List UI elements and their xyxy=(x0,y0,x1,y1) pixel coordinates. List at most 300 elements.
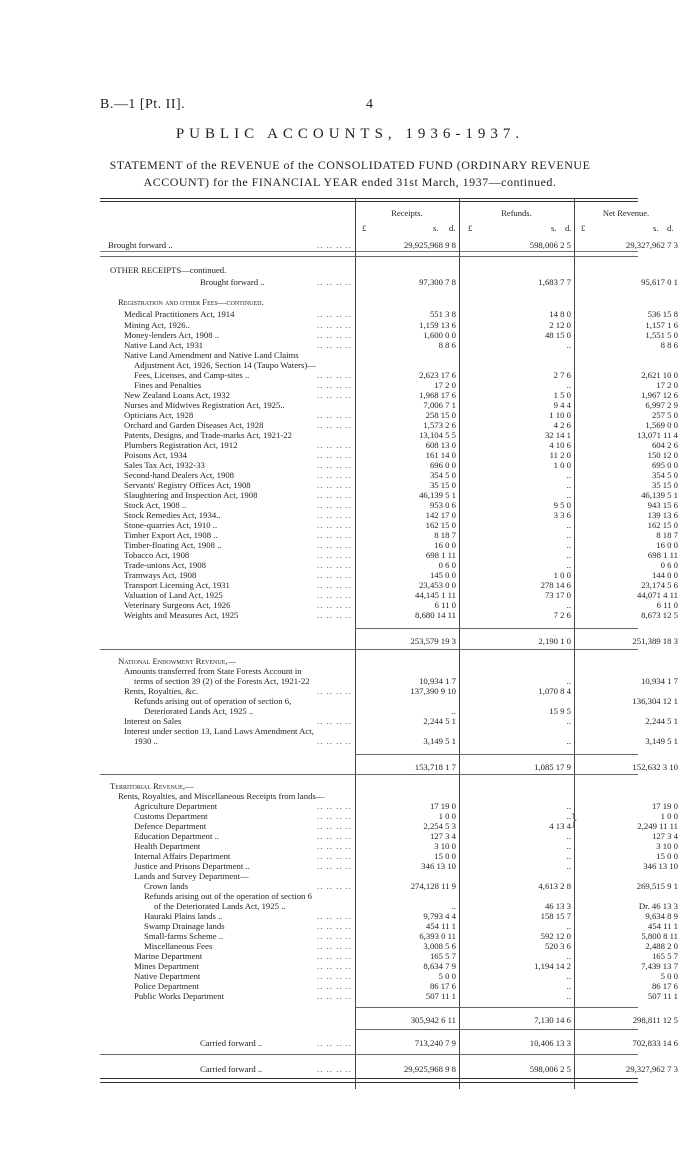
table-row xyxy=(100,991,678,1001)
receipts-value: 29,925,968 9 8 xyxy=(403,240,456,250)
row-description: Public Works Department xyxy=(134,991,224,1001)
dot-leader: .. .. .. .. xyxy=(317,380,352,390)
refunds-value: .. xyxy=(566,801,571,811)
net-revenue-value: 2,488 2 0 xyxy=(645,941,678,951)
refunds-value: 1 0 0 xyxy=(553,570,571,580)
table-row xyxy=(100,590,678,600)
refunds-value: 4 13 4 xyxy=(549,821,571,831)
refunds-value: 48 15 0 xyxy=(544,330,571,340)
receipts-shilling-unit: s. xyxy=(433,223,439,233)
row-description: Stock Remedies Act, 1934.. xyxy=(124,510,221,520)
row-description: Justice and Prisons Department .. xyxy=(134,861,250,871)
net-revenue-value: 136,304 12 1 xyxy=(632,696,678,706)
refunds-value: 520 3 6 xyxy=(544,941,571,951)
table-row xyxy=(100,656,638,666)
table-row xyxy=(100,716,678,726)
table-row xyxy=(100,420,678,430)
row-description: Money-lenders Act, 1908 .. xyxy=(124,330,220,340)
receipts-value: 35 15 0 xyxy=(429,480,456,490)
net-revenue-value: 346 13 10 xyxy=(643,861,678,871)
refunds-value: 1,194 14 2 xyxy=(534,961,571,971)
refunds-value: 1 10 0 xyxy=(549,410,571,420)
refunds-value: .. xyxy=(566,991,571,1001)
table-row xyxy=(100,636,678,646)
table-row xyxy=(100,530,678,540)
receipts-value: 5 0 0 xyxy=(438,971,456,981)
row-description: Stock Act, 1908 .. xyxy=(124,500,187,510)
refunds-value: .. xyxy=(566,540,571,550)
receipts-value: 698 1 11 xyxy=(425,550,456,560)
receipts-value: 354 5 0 xyxy=(429,470,456,480)
receipts-pence-unit: d. xyxy=(449,223,456,233)
table-row xyxy=(100,951,678,961)
refunds-value: .. xyxy=(566,736,571,746)
row-description: Nurses and Midwives Registration Act, 1925.. xyxy=(124,400,285,410)
row-description: Hauraki Plains lands .. xyxy=(144,911,223,921)
receipts-value: 15 0 0 xyxy=(434,851,456,861)
row-description: Veterinary Surgeons Act, 1926 xyxy=(124,600,231,610)
refunds-value: 1,085 17 9 xyxy=(534,762,571,772)
net-revenue-value: 1,569 0 0 xyxy=(645,420,678,430)
net-revenue-value: 698 1 11 xyxy=(647,550,678,560)
row-description: of the Deteriorated Lands Act, 1925 .. xyxy=(154,901,286,911)
row-description: Slaughtering and Inspection Act, 1908 xyxy=(124,490,258,500)
net-revenue-value: 354 5 0 xyxy=(651,470,678,480)
rule xyxy=(100,1054,638,1055)
row-description: Mines Department xyxy=(134,961,199,971)
dot-leader: .. .. .. .. xyxy=(317,600,352,610)
refunds-value: .. xyxy=(566,470,571,480)
row-description: 1930 .. xyxy=(134,736,158,746)
dot-leader: .. .. .. .. xyxy=(317,420,352,430)
table-row xyxy=(100,370,678,380)
dot-leader: .. .. .. .. xyxy=(317,961,352,971)
dot-leader: .. .. .. .. xyxy=(317,941,352,951)
dot-leader: .. .. .. .. xyxy=(317,811,352,821)
receipts-pound-unit: £ xyxy=(362,223,367,233)
row-description: Health Department xyxy=(134,841,201,851)
subtotal-rule xyxy=(355,1007,638,1008)
row-description: Stone-quarries Act, 1910 .. xyxy=(124,520,218,530)
net-revenue-value: 2,244 5 1 xyxy=(645,716,678,726)
dot-leader: .. .. .. .. xyxy=(317,1038,352,1048)
dot-leader: .. .. .. .. xyxy=(317,550,352,560)
row-description: Interest under section 13, Land Laws Amendment Act, xyxy=(124,726,314,736)
receipts-value: 127 3 4 xyxy=(429,831,456,841)
net-revenue-value: 2,249 11 11 xyxy=(637,821,678,831)
dot-leader: .. .. .. .. xyxy=(317,480,352,490)
row-description: Orchard and Garden Diseases Act, 1928 xyxy=(124,420,264,430)
row-description: Poisons Act, 1934 xyxy=(124,450,187,460)
table-row xyxy=(100,510,678,520)
net-revenue-value: 162 15 0 xyxy=(647,520,678,530)
table-row xyxy=(100,1064,678,1074)
net-revenue-value: 2,621 10 0 xyxy=(641,370,678,380)
row-description: Second-hand Dealers Act, 1908 xyxy=(124,470,235,480)
receipts-value: 7,006 7 1 xyxy=(423,400,456,410)
refunds-value: 7 2 6 xyxy=(553,610,571,620)
table-row xyxy=(100,981,678,991)
table-row xyxy=(100,726,638,736)
rule xyxy=(100,774,638,775)
refunds-value: .. xyxy=(566,951,571,961)
receipts-value: 29,925,968 9 8 xyxy=(403,1064,456,1074)
subtotal-rule xyxy=(355,754,638,755)
table-row xyxy=(100,400,678,410)
statement-title-line-2: ACCOUNT) for the FINANCIAL YEAR ended 31st March, 1937—continued. xyxy=(143,175,557,189)
table-row xyxy=(100,801,678,811)
refunds-value: .. xyxy=(566,550,571,560)
receipts-value: 10,934 1 7 xyxy=(419,676,456,686)
net-revenue-value: 269,515 9 1 xyxy=(636,881,678,891)
table-row xyxy=(100,470,678,480)
table-row xyxy=(100,831,678,841)
refunds-value: .. xyxy=(566,380,571,390)
row-description: Marine Department xyxy=(134,951,203,961)
table-row xyxy=(100,971,678,981)
dot-leader: .. .. .. .. xyxy=(317,309,352,319)
row-description: Rents, Royalties, &c. xyxy=(124,686,199,696)
dot-leader: .. .. .. .. xyxy=(317,821,352,831)
table-row xyxy=(100,811,678,821)
table-row xyxy=(100,460,678,470)
table-row xyxy=(100,520,678,530)
table-row xyxy=(100,550,678,560)
receipts-value: 17 2 0 xyxy=(434,380,456,390)
table-row xyxy=(100,330,678,340)
row-description: Interest on Sales xyxy=(124,716,182,726)
dot-leader: .. .. .. .. xyxy=(317,851,352,861)
refunds-value: 158 15 7 xyxy=(540,911,571,921)
refunds-pence-unit: d. xyxy=(565,223,572,233)
row-description: Native Department xyxy=(134,971,201,981)
refunds-value: .. xyxy=(566,851,571,861)
dot-leader: .. .. .. .. xyxy=(317,831,352,841)
receipts-value: 17 19 0 xyxy=(429,801,456,811)
net-revenue-value: 1 0 0 xyxy=(660,811,678,821)
dot-leader: .. .. .. .. xyxy=(317,500,352,510)
dot-leader: .. .. .. .. xyxy=(317,450,352,460)
row-description: Plumbers Registration Act, 1912 xyxy=(124,440,238,450)
row-description: Weights and Measures Act, 1925 xyxy=(124,610,239,620)
receipts-header: Receipts. xyxy=(391,208,423,218)
row-description: Brought forward .. xyxy=(200,277,265,287)
net-revenue-value: 8 8 6 xyxy=(660,340,678,350)
table-row xyxy=(100,450,678,460)
receipts-value: 1,600 0 0 xyxy=(423,330,456,340)
net-shilling-unit: s. xyxy=(653,223,659,233)
row-description: Sales Tax Act, 1932-33 xyxy=(124,460,205,470)
dot-leader: .. .. .. .. xyxy=(317,490,352,500)
row-description: Timber Export Act, 1908 .. xyxy=(124,530,218,540)
dot-leader: .. .. .. .. xyxy=(317,951,352,961)
receipts-value: .. xyxy=(451,901,456,911)
dot-leader: .. .. .. .. xyxy=(317,911,352,921)
table-row xyxy=(100,696,678,706)
refunds-value: .. xyxy=(566,480,571,490)
table-row xyxy=(100,440,678,450)
row-description: Native Land Act, 1931 xyxy=(124,340,204,350)
row-description: Fines and Penalties xyxy=(134,380,202,390)
receipts-value: 8 18 7 xyxy=(434,530,456,540)
receipts-value: 1 0 0 xyxy=(438,811,456,821)
dot-leader: .. .. .. .. xyxy=(317,931,352,941)
table-row xyxy=(100,580,678,590)
row-description: Amounts transferred from State Forests Account in xyxy=(124,666,302,676)
receipts-value: 16 0 0 xyxy=(434,540,456,550)
table-row xyxy=(100,676,678,686)
net-revenue-value: 23,174 5 6 xyxy=(641,580,678,590)
net-revenue-value: 10,934 1 7 xyxy=(641,676,678,686)
table-row xyxy=(100,309,678,319)
table-row xyxy=(100,911,678,921)
dot-leader: .. .. .. .. xyxy=(317,736,352,746)
table-row xyxy=(100,762,678,772)
dot-leader: .. .. .. .. xyxy=(317,440,352,450)
receipts-value: 305,942 6 11 xyxy=(410,1015,456,1025)
refunds-value: .. xyxy=(566,981,571,991)
dot-leader: .. .. .. .. xyxy=(317,340,352,350)
row-description: OTHER RECEIPTS—continued. xyxy=(110,265,227,275)
receipts-value: .. xyxy=(451,706,456,716)
refunds-value: 14 8 0 xyxy=(549,309,571,319)
dot-leader: .. .. .. .. xyxy=(317,716,352,726)
row-description: Tramways Act, 1908 xyxy=(124,570,197,580)
receipts-value: 6 11 0 xyxy=(434,600,456,610)
net-revenue-value: 3,149 5 1 xyxy=(645,736,678,746)
receipts-value: 8,634 7 9 xyxy=(423,961,456,971)
refunds-pound-unit: £ xyxy=(468,223,473,233)
table-row xyxy=(100,891,638,901)
row-description: Defence Department xyxy=(134,821,207,831)
dot-leader: .. .. .. .. xyxy=(317,610,352,620)
row-description: Small-farms Scheme .. xyxy=(144,931,224,941)
refunds-value: 32 14 1 xyxy=(544,430,571,440)
table-row xyxy=(100,490,678,500)
row-description: Fees, Licenses, and Camp-sites .. xyxy=(134,370,250,380)
dot-leader: .. .. .. .. xyxy=(317,520,352,530)
net-revenue-value: 604 2 6 xyxy=(651,440,678,450)
table-row xyxy=(100,265,638,275)
dot-leader: .. .. .. .. xyxy=(317,410,352,420)
dot-leader: .. .. .. .. xyxy=(317,590,352,600)
row-description: Internal Affairs Department xyxy=(134,851,231,861)
table-row xyxy=(100,500,678,510)
receipts-value: 3,008 5 6 xyxy=(423,941,456,951)
refunds-value: 4 2 6 xyxy=(553,420,571,430)
net-revenue-value: 17 19 0 xyxy=(651,801,678,811)
net-revenue-value: 35 15 0 xyxy=(651,480,678,490)
refunds-value: 7,130 14 6 xyxy=(534,1015,571,1025)
row-description: Refunds arising out of the operation of section 6 xyxy=(144,891,312,901)
net-revenue-value: 9,634 8 9 xyxy=(645,911,678,921)
receipts-value: 274,128 11 9 xyxy=(410,881,456,891)
net-revenue-value: 507 11 1 xyxy=(647,991,678,1001)
page-number: 4 xyxy=(366,97,373,112)
dot-leader: .. .. .. .. xyxy=(317,971,352,981)
table-row xyxy=(100,410,678,420)
dot-leader: .. .. .. .. xyxy=(317,1064,352,1074)
receipts-value: 0 6 0 xyxy=(438,560,456,570)
dot-leader: .. .. .. .. xyxy=(317,240,352,250)
table-row xyxy=(100,240,678,250)
dot-leader: .. .. .. .. xyxy=(317,540,352,550)
table-row xyxy=(100,961,678,971)
table-top-rule-inner xyxy=(100,201,638,202)
receipts-value: 165 5 7 xyxy=(429,951,456,961)
refunds-value: 73 17 0 xyxy=(544,590,571,600)
table-row xyxy=(100,931,678,941)
table-row xyxy=(100,861,678,871)
refunds-value: .. xyxy=(566,340,571,350)
receipts-value: 3 10 0 xyxy=(434,841,456,851)
dot-leader: .. .. .. .. xyxy=(317,861,352,871)
dot-leader: .. .. .. .. xyxy=(317,460,352,470)
refunds-value: 1,070 8 4 xyxy=(538,686,571,696)
refunds-value: 598,006 2 5 xyxy=(529,240,571,250)
row-description: Police Department xyxy=(134,981,199,991)
table-row xyxy=(100,686,638,696)
net-revenue-value: 257 5 0 xyxy=(651,410,678,420)
row-description: Crown lands xyxy=(144,881,189,891)
receipts-value: 713,240 7 9 xyxy=(414,1038,456,1048)
receipts-value: 142 17 0 xyxy=(425,510,456,520)
table-row xyxy=(100,791,638,801)
receipts-value: 551 3 8 xyxy=(429,309,456,319)
dot-leader: .. .. .. .. xyxy=(317,801,352,811)
refunds-shilling-unit: s. xyxy=(551,223,557,233)
refunds-value: .. xyxy=(566,921,571,931)
net-revenue-value: 16 0 0 xyxy=(656,540,678,550)
receipts-value: 696 0 0 xyxy=(429,460,456,470)
receipts-value: 23,453 0 0 xyxy=(419,580,456,590)
table-row xyxy=(100,320,678,330)
table-row xyxy=(100,390,678,400)
table-row xyxy=(100,921,678,931)
refunds-value: .. xyxy=(566,861,571,871)
dot-leader: .. .. .. .. xyxy=(317,686,352,696)
row-description: Miscellaneous Fees xyxy=(144,941,213,951)
refunds-value: .. xyxy=(566,971,571,981)
refunds-value: 2 12 0 xyxy=(549,320,571,330)
table-row xyxy=(100,540,678,550)
net-revenue-header: Net Revenue. xyxy=(602,208,650,218)
table-row xyxy=(100,706,638,716)
net-revenue-value: Dr. 46 13 3 xyxy=(638,901,678,911)
refunds-value: .. xyxy=(566,676,571,686)
net-revenue-value: 6,997 2 9 xyxy=(645,400,678,410)
refunds-value: 4,613 2 8 xyxy=(538,881,571,891)
dot-leader: .. .. .. .. xyxy=(317,530,352,540)
row-description: New Zealand Loans Act, 1932 xyxy=(124,390,230,400)
receipts-value: 153,718 1 7 xyxy=(414,762,456,772)
receipts-value: 145 0 0 xyxy=(429,570,456,580)
row-description: Carried forward .. xyxy=(200,1064,263,1074)
table-row xyxy=(100,600,678,610)
table-row xyxy=(100,430,678,440)
row-description: Education Department .. xyxy=(134,831,219,841)
refunds-value: 1,683 7 7 xyxy=(538,277,571,287)
net-revenue-value: 46,139 5 1 xyxy=(641,490,678,500)
dot-leader: .. .. .. .. xyxy=(317,470,352,480)
net-revenue-value: 298,811 12 5 xyxy=(632,1015,678,1025)
net-revenue-value: 695 0 0 xyxy=(651,460,678,470)
table-row xyxy=(100,350,638,360)
net-revenue-value: 95,617 0 1 xyxy=(641,277,678,287)
net-revenue-value: 7,439 13 7 xyxy=(641,961,678,971)
receipts-value: 507 11 1 xyxy=(425,991,456,1001)
header-bottom-rule xyxy=(100,251,638,252)
net-revenue-value: 8,673 12 5 xyxy=(641,610,678,620)
net-revenue-value: 13,071 11 4 xyxy=(637,430,678,440)
row-description: Tobacco Act, 1908 xyxy=(124,550,190,560)
refunds-value: .. xyxy=(566,490,571,500)
row-description: Timber-floating Act, 1908 .. xyxy=(124,540,222,550)
net-pence-unit: d. xyxy=(667,223,674,233)
revenue-table xyxy=(100,198,678,1089)
table-top-rule xyxy=(100,198,638,199)
net-revenue-value: 702,833 14 6 xyxy=(632,1038,678,1048)
receipts-value: 162 15 0 xyxy=(425,520,456,530)
row-description: Opticians Act, 1928 xyxy=(124,410,194,420)
dot-leader: .. .. .. .. xyxy=(317,881,352,891)
row-description: Patents, Designs, and Trade-marks Act, 1921-22 xyxy=(124,430,292,440)
receipts-value: 253,579 19 3 xyxy=(410,636,456,646)
refunds-value: .. xyxy=(566,841,571,851)
table-row xyxy=(100,781,638,791)
refunds-value: 2 7 6 xyxy=(553,370,571,380)
net-revenue-value: 454 11 1 xyxy=(647,921,678,931)
refunds-value: .. xyxy=(566,520,571,530)
table-row xyxy=(100,666,638,676)
page-title: PUBLIC ACCOUNTS, 1936-1937. xyxy=(175,126,525,142)
row-description: Registration and other Fees—continued. xyxy=(118,297,264,307)
row-description: Refunds arising out of operation of section 6, xyxy=(134,696,292,706)
receipts-value: 161 14 0 xyxy=(425,450,456,460)
net-pound-unit: £ xyxy=(581,223,586,233)
net-revenue-value: 8 18 7 xyxy=(656,530,678,540)
net-revenue-value: 3 10 0 xyxy=(656,841,678,851)
dot-leader: .. .. .. .. xyxy=(317,330,352,340)
dot-leader: .. .. .. .. xyxy=(317,580,352,590)
row-description: Agriculture Department xyxy=(134,801,218,811)
receipts-value: 46,139 5 1 xyxy=(419,490,456,500)
refund-brace: } xyxy=(570,810,579,829)
receipts-value: 2,623 17 6 xyxy=(419,370,456,380)
table-row xyxy=(100,821,678,831)
dot-leader: .. .. .. .. xyxy=(317,320,352,330)
dot-leader: .. .. .. .. xyxy=(317,991,352,1001)
refunds-value: 2,190 1 0 xyxy=(538,636,571,646)
net-revenue-value: 150 12 0 xyxy=(647,450,678,460)
refunds-value: 598,006 2 5 xyxy=(529,1064,571,1074)
row-description: Deteriorated Lands Act, 1925 .. xyxy=(144,706,254,716)
receipts-value: 2,244 5 1 xyxy=(423,716,456,726)
row-description: Territorial Revenue,— xyxy=(110,781,194,791)
table-row xyxy=(100,851,678,861)
refunds-value: 3 3 6 xyxy=(553,510,571,520)
receipts-value: 8 8 6 xyxy=(438,340,456,350)
net-revenue-value: 0 6 0 xyxy=(660,560,678,570)
row-description: National Endowment Revenue,— xyxy=(118,656,237,666)
table-row xyxy=(100,1015,678,1025)
refunds-value: .. xyxy=(566,811,571,821)
refunds-value: .. xyxy=(566,600,571,610)
net-revenue-value: 251,389 18 3 xyxy=(632,636,678,646)
receipts-value: 1,573 2 6 xyxy=(423,420,456,430)
refunds-value: 10,406 13 3 xyxy=(529,1038,571,1048)
statement-title-line-1: STATEMENT of the REVENUE of the CONSOLIDATED FUND (ORDINARY REVENUE xyxy=(109,158,591,172)
